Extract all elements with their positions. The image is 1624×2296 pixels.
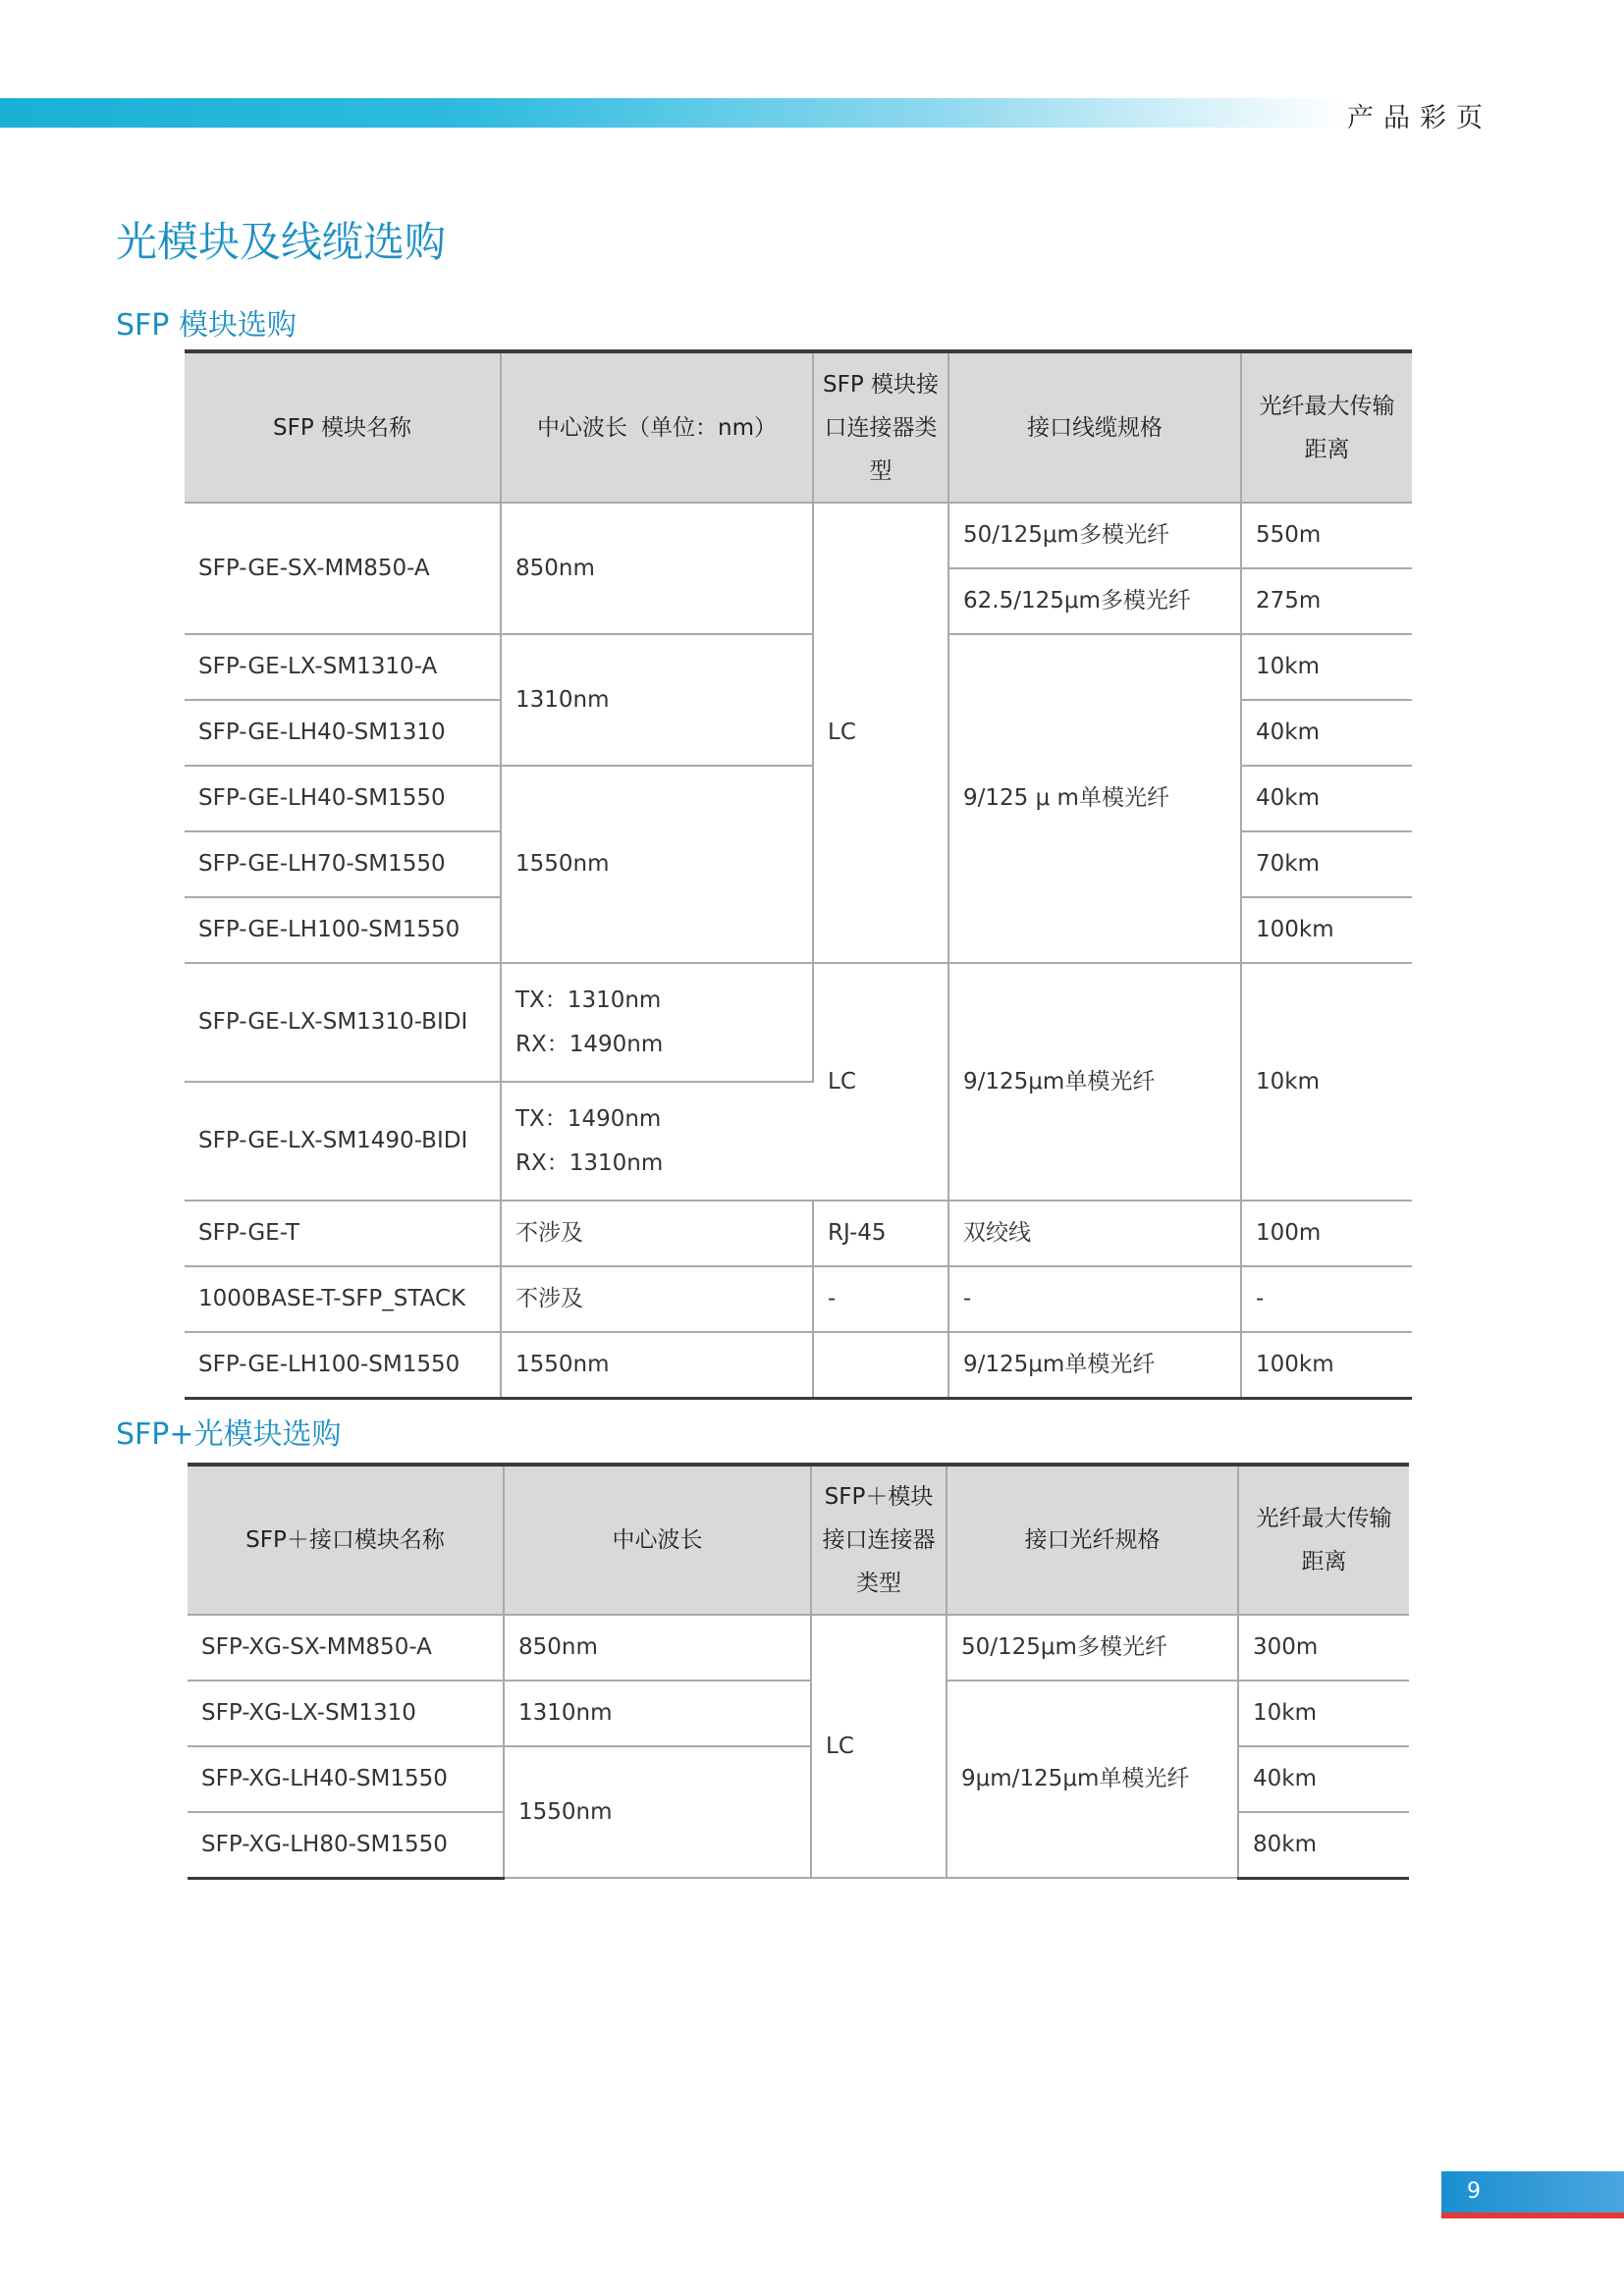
max-distance: 10km [1241, 634, 1412, 700]
wavelength-rx: RX：1490nm [515, 1031, 664, 1057]
max-distance: 100m [1241, 1201, 1412, 1266]
module-name: SFP-GE-LH40-SM1550 [185, 766, 501, 831]
table-row [185, 503, 1412, 568]
sfp-module-table [185, 349, 1412, 1400]
wavelength: 1310nm [504, 1681, 811, 1746]
header-max-distance: 光纤最大传输距离 [1238, 1465, 1409, 1615]
max-distance: 40km [1238, 1746, 1409, 1812]
module-name: SFP-XG-LX-SM1310 [188, 1681, 504, 1746]
table-header-row [185, 351, 1412, 503]
module-name: SFP-GE-LX-SM1490-BIDI [185, 1082, 501, 1201]
wavelength: 850nm [501, 503, 813, 634]
module-name: SFP-GE-LX-SM1310-A [185, 634, 501, 700]
connector-type [813, 1332, 948, 1398]
max-distance: 275m [1241, 568, 1412, 634]
max-distance: 40km [1241, 766, 1412, 831]
module-name: SFP-GE-SX-MM850-A [185, 503, 501, 634]
cable-spec: 9/125 μ m单模光纤 [948, 634, 1241, 963]
header-wavelength: 中心波长（单位：nm） [501, 351, 813, 503]
header-decor-bar [0, 98, 1345, 128]
table-row [188, 1615, 1409, 1681]
sfp-plus-section-title: SFP+光模块选购 [116, 1417, 342, 1452]
header-label: 产品彩页 [1347, 103, 1492, 133]
max-distance: 550m [1241, 503, 1412, 568]
sfp-plus-module-table [188, 1463, 1409, 1880]
wavelength-tx: TX：1490nm [515, 1106, 662, 1132]
module-name: SFP-XG-LH40-SM1550 [188, 1746, 504, 1812]
max-distance: 100km [1241, 1332, 1412, 1398]
header-fiber-spec: 接口光纤规格 [947, 1465, 1238, 1615]
wavelength-tx: TX：1310nm [515, 988, 662, 1013]
cable-spec: 50/125μm多模光纤 [948, 503, 1241, 568]
header-module-name: SFP 模块名称 [185, 351, 501, 503]
wavelength: 不涉及 [501, 1201, 813, 1266]
max-distance: 70km [1241, 831, 1412, 897]
connector-type: LC [813, 503, 948, 963]
wavelength [501, 1082, 813, 1201]
cable-spec: - [948, 1266, 1241, 1332]
page-title: 光模块及线缆选购 [116, 218, 447, 266]
connector-type: - [813, 1266, 948, 1332]
table-row [188, 1681, 1409, 1746]
connector-type: LC [813, 963, 948, 1201]
sfp-section-title: SFP 模块选购 [116, 308, 297, 343]
max-distance: 80km [1238, 1812, 1409, 1878]
cable-spec: 9/125μm单模光纤 [948, 1332, 1241, 1398]
header-connector-type: SFP＋模块接口连接器类型 [811, 1465, 947, 1615]
wavelength: 不涉及 [501, 1266, 813, 1332]
fiber-spec: 50/125μm多模光纤 [947, 1615, 1238, 1681]
max-distance: 100km [1241, 897, 1412, 963]
header-max-distance: 光纤最大传输距离 [1241, 351, 1412, 503]
header-module-name: SFP＋接口模块名称 [188, 1465, 504, 1615]
cable-spec: 62.5/125μm多模光纤 [948, 568, 1241, 634]
max-distance: 10km [1238, 1681, 1409, 1746]
module-name: SFP-GE-LX-SM1310-BIDI [185, 963, 501, 1082]
connector-type: RJ-45 [813, 1201, 948, 1266]
wavelength: 1550nm [501, 766, 813, 963]
wavelength: 1550nm [504, 1746, 811, 1878]
module-name: SFP-GE-LH100-SM1550 [185, 1332, 501, 1398]
max-distance: 10km [1241, 963, 1412, 1201]
wavelength: 1310nm [501, 634, 813, 766]
module-name: SFP-XG-LH80-SM1550 [188, 1812, 504, 1878]
module-name: SFP-GE-LH70-SM1550 [185, 831, 501, 897]
table-row [185, 963, 1412, 1082]
module-name: SFP-XG-SX-MM850-A [188, 1615, 504, 1681]
cable-spec: 双绞线 [948, 1201, 1241, 1266]
page-number-badge [1441, 2171, 1624, 2218]
max-distance: 300m [1238, 1615, 1409, 1681]
wavelength [501, 963, 813, 1082]
max-distance: - [1241, 1266, 1412, 1332]
cable-spec: 9/125μm单模光纤 [948, 963, 1241, 1201]
wavelength: 850nm [504, 1615, 811, 1681]
table-row [185, 1266, 1412, 1332]
connector-type: LC [811, 1615, 947, 1878]
table-header-row [188, 1465, 1409, 1615]
module-name: 1000BASE-T-SFP_STACK [185, 1266, 501, 1332]
module-name: SFP-GE-LH100-SM1550 [185, 897, 501, 963]
table-row [185, 634, 1412, 700]
wavelength-rx: RX：1310nm [515, 1149, 664, 1176]
table-row [185, 1332, 1412, 1398]
module-name: SFP-GE-LH40-SM1310 [185, 700, 501, 766]
fiber-spec: 9μm/125μm单模光纤 [947, 1681, 1238, 1878]
header-cable-spec: 接口线缆规格 [948, 351, 1241, 503]
table-row [185, 1201, 1412, 1266]
wavelength: 1550nm [501, 1332, 813, 1398]
header-wavelength: 中心波长 [504, 1465, 811, 1615]
page-number: 9 [1467, 2179, 1481, 2204]
max-distance: 40km [1241, 700, 1412, 766]
module-name: SFP-GE-T [185, 1201, 501, 1266]
header-connector-type: SFP 模块接口连接器类型 [813, 351, 948, 503]
